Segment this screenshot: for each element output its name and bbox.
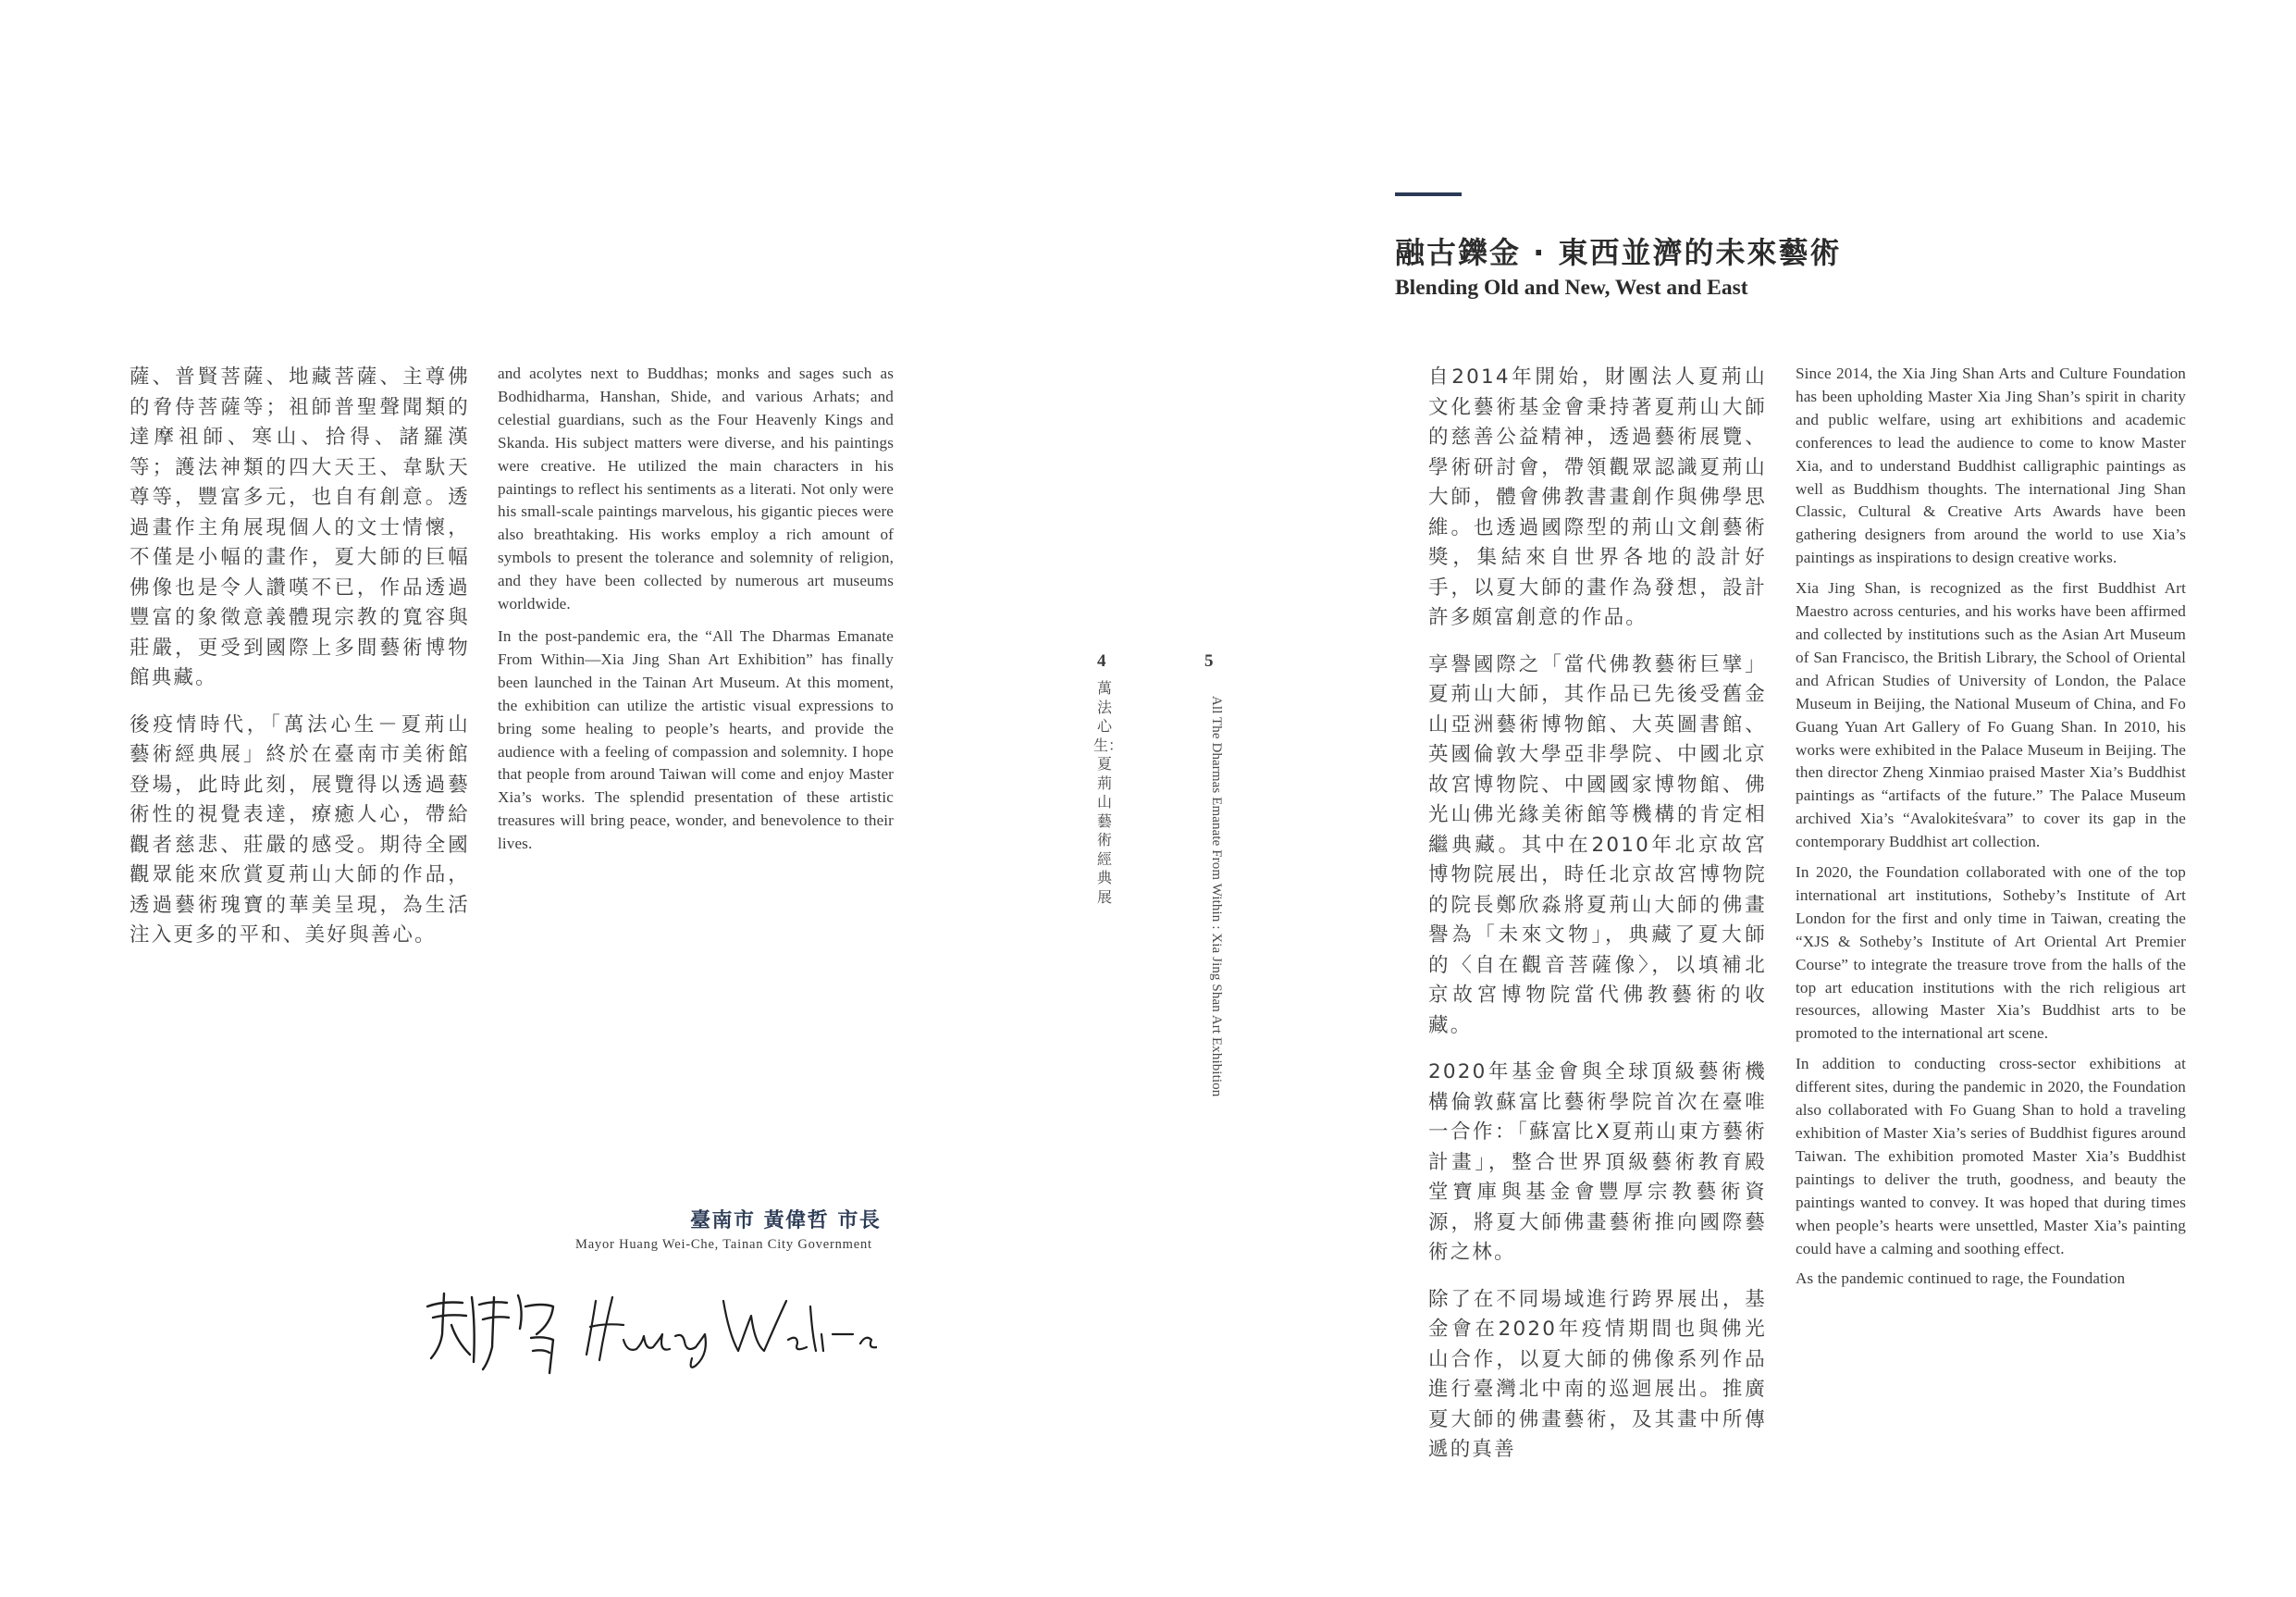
left-en-column [498, 363, 894, 865]
body-paragraph-zh: 自2014年開始，財團法人夏荊山文化藝術基金會秉持著夏荊山大師的慈善公益精神，透過藝術展覽、學術研討會，帶領觀眾認識夏荊山大師，體會佛教書畫創作與佛學思維。也透過國際型的荊山文創藝術獎，集結來自世界各地的設計好手，以夏大師的畫作為發想，設計許多頗富創意的作品。 [1428, 365, 1767, 629]
left-zh-column [130, 363, 470, 968]
body-paragraph-zh: 後疫情時代，「萬法心生－夏荊山藝術經典展」終於在臺南市美術館登場，此時此刻，展覽得以透過藝術性的視覺表達，療癒人心，帶給觀者慈悲、莊嚴的感受。期待全國觀眾能來欣賞夏荊山大師的作品，透過藝術瑰寶的華美呈現，為生活注入更多的平和、美好與善心。 [130, 712, 470, 947]
body-paragraph-en: As the pandemic continued to rage, the Foundation [1796, 1269, 2126, 1288]
body-paragraph-en: and acolytes next to Buddhas; monks and sages such as Bodhidharma, Hanshan, Shide, and various Arhats; and celestial guardians, such as the Four Heavenly Kings and Skanda. His subject matters were diverse, and his paintings were creative. He utilized the main characters in his paintings to reflect his sentiments as a literati. Not only were his small-scale paintings marvelous, his gigantic pieces were also breathtaking. His works employ a rich amount of symbols to present the tolerance and solemnity of religion, and they have been collected by numerous art museums worldwide. [498, 365, 894, 613]
running-title-en: All The Dharmas Emanate From Within : Xia Jing Shan Art Exhibition [1209, 696, 1224, 1097]
page-number-left: 4 [1097, 651, 1106, 671]
body-paragraph-en: In addition to conducting cross-sector exhibitions at different sites, during the pandemic in 2020, the Foundation also collaborated with Fo Guang Shan to hold a traveling exhibition of Master Xia’s series of Buddhist figures around Taiwan. The exhibition promoted Master Xia’s Buddhist paintings to deliver the truth, goodness, and beauty the paintings wanted to convey. It was hoped that during times when people’s hearts were unsettled, Master Xia’s painting could have a calming and soothing effect. [1796, 1055, 2186, 1257]
section-title-en: Blending Old and New, West and East [1395, 276, 1748, 300]
handwritten-signature [414, 1269, 877, 1380]
body-paragraph-en: Xia Jing Shan, is recognized as the first Buddhist Art Maestro across centuries, and his works have been affirmed and collected by institutions such as the Asian Art Museum of San Francisco, the British Library, the School of Oriental and African Studies of University of London, the Palace Museum in Beijing, the National Museum of China, and Fo Guang Yuan Art Gallery of Fo Guang Shan. In 2010, his works were exhibited in the Palace Museum in Beijing. The then director Zheng Xinmiao praised Master Xia’s Buddhist paintings as “artifacts of the future.” The Palace Museum archived Xia’s “Avalokiteśvara” to cover its gap in the contemporary Buddhist art collection. [1796, 579, 2186, 851]
signatory-title: 臺南市 黃偉哲 市長 [690, 1209, 882, 1232]
running-title-zh: 萬法心生：夏荊山藝術經典展 [1093, 679, 1124, 906]
signature-latin-text: Huang Wei-che [720, 1377, 727, 1378]
page-number-right: 5 [1204, 651, 1214, 671]
right-en-column [1796, 363, 2186, 1298]
body-paragraph-zh: 薩、普賢菩薩、地藏菩薩、主尊佛的脅侍菩薩等；祖師普聖聲聞類的達摩祖師、寒山、拾得、諸羅漢等；護法神類的四大天王、韋馱天尊等，豐富多元，也自有創意。透過畫作主角展現個人的文士情懷，不僅是小幅的畫作，夏大師的巨幅佛像也是令人讚嘆不已，作品透過豐富的象徵意義體現宗教的寬容與莊嚴，更受到國際上多間藝術博物館典藏。 [130, 365, 470, 689]
body-paragraph-en: In the post-pandemic era, the “All The Dharmas Emanate From Within—Xia Jing Shan Art Exhibition” has finally been launched in the Tainan Art Museum. At this moment, the exhibition can utilize the artistic visual expressions to bring some healing to people’s hearts, and provide the audience with a feeling of compassion and solemnity. I hope that people from around Taiwan will come and enjoy Master Xia’s works. The splendid presentation of these artistic treasures will bring peace, wonder, and benevolence to their lives. [498, 626, 894, 853]
body-paragraph-en: In 2020, the Foundation collaborated with one of the top international art institutions, Sotheby’s Institute of Art London for the first and only time in Taiwan, creating the “XJS & Sotheby’s Institute of Art Oriental Art Premier Course” to integrate the treasure trove from the halls of the top art education institutions with the rich religious art resources, allowing Master Xia’s Buddhist arts to be promoted to the international art scene. [1796, 863, 2186, 1043]
body-paragraph-zh: 享譽國際之「當代佛教藝術巨擘」夏荊山大師，其作品已先後受舊金山亞洲藝術博物館、大英圖書館、英國倫敦大學亞非學院、中國北京故宮博物院、中國國家博物館、佛光山佛光緣美術館等機構的肯定相繼典藏。其中在2010年北京故宮博物院展出，時任北京故宮博物院的院長鄭欣淼將夏荊山大師的佛畫譽為「未來文物」，典藏了夏大師的〈自在觀音菩薩像〉，以填補北京故宮博物院當代佛教藝術的收藏。 [1428, 652, 1767, 1037]
right-zh-column [1428, 363, 1767, 1482]
title-accent-bar [1395, 192, 1462, 196]
body-paragraph-zh: 2020年基金會與全球頂級藝術機構倫敦蘇富比藝術學院首次在臺唯一合作：「蘇富比X夏荊山東方藝術計畫」，整合世界頂級藝術教育殿堂寶庫與基金會豐厚宗教藝術資源，將夏大師佛畫藝術推向國際藝術之林。 [1428, 1060, 1767, 1264]
body-paragraph-en: Since 2014, the Xia Jing Shan Arts and Culture Foundation has been upholding Master Xia Jing Shan’s spirit in charity and public welfare, using art exhibitions and academic conferences to lead the audience to come to know Master Xia, and to understand Buddhist calligraphic paintings as well as Buddhism thoughts. The international Jing Shan Classic, Cultural & Creative Arts Awards have been gathering designers from around the world to use Xia’s paintings as inspirations to design creative works. [1796, 365, 2186, 567]
section-title-zh: 融古鑠金 · 東西並濟的未來藝術 [1395, 235, 1842, 270]
signatory-caption: Mayor Huang Wei-Che, Tainan City Government [575, 1237, 872, 1252]
body-paragraph-zh: 除了在不同場域進行跨界展出，基金會在2020年疫情期間也與佛光山合作，以夏大師的佛像系列作品進行臺灣北中南的巡迴展出。推廣夏大師的佛畫藝術，及其畫中所傳遞的真善 [1428, 1287, 1767, 1461]
